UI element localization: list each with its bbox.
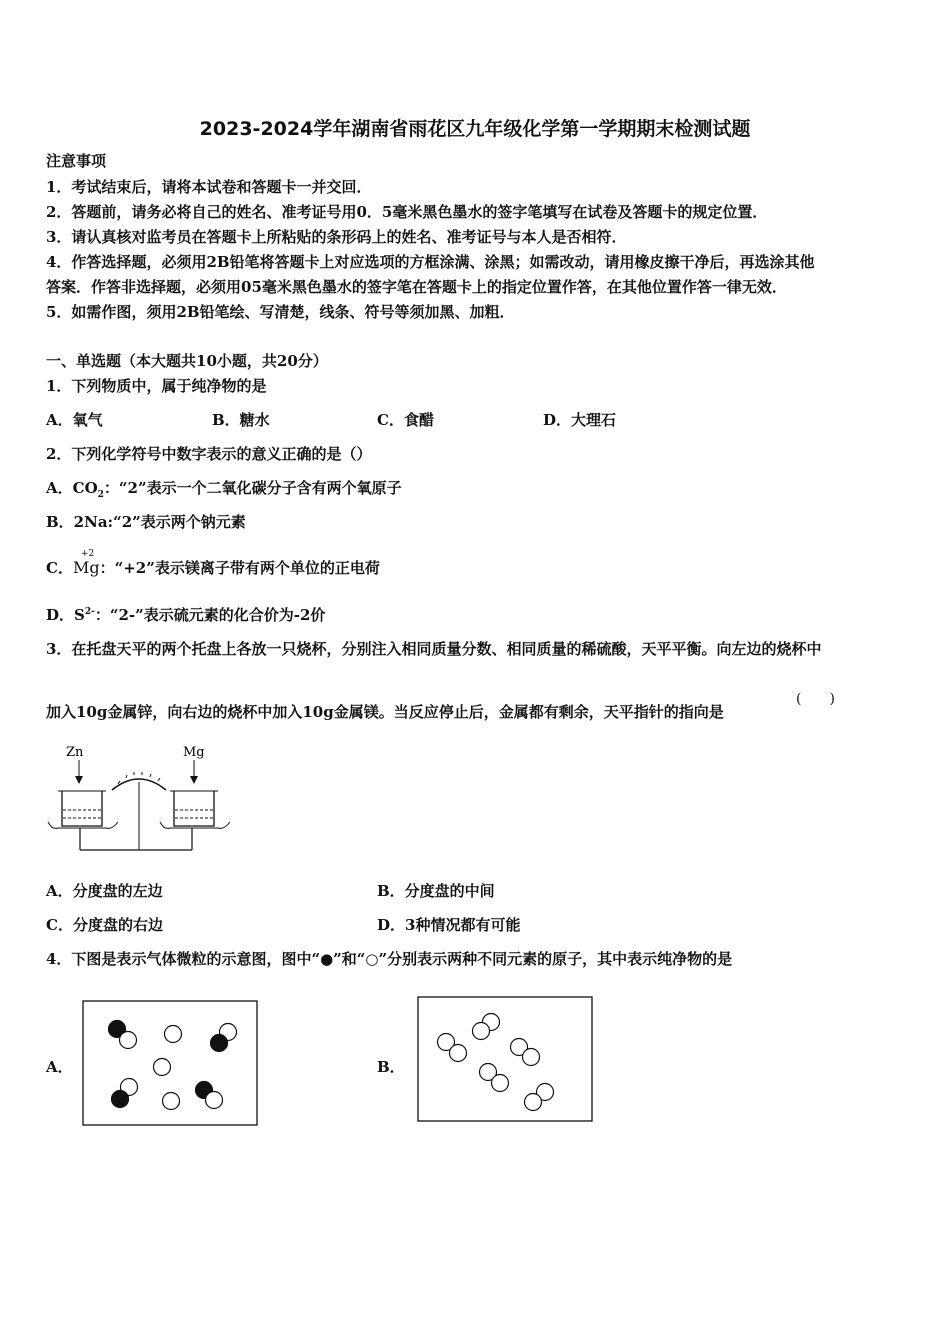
q1-option-a: A．氧气 xyxy=(46,411,103,429)
q3-option-b: B．分度盘的中间 xyxy=(377,882,495,900)
q4-figure-b xyxy=(417,996,593,1122)
page-title: 2023-2024学年湖南省雨花区九年级化学第一学期期末检测试题 xyxy=(199,118,751,140)
q3-stem-line1: 3．在托盘天平的两个托盘上各放一只烧杯，分别注入相同质量分数、相同质量的稀硫酸，天平平衡。向左边的烧杯中 xyxy=(46,640,822,658)
mg-label: Mg xyxy=(183,745,205,760)
q1-option-b: B．糖水 xyxy=(212,411,270,429)
q4-figure-a xyxy=(82,1000,258,1126)
balance-figure xyxy=(44,738,234,856)
notice-item-2: 2．答题前，请务必将自己的姓名、准考证号用0．5毫米黑色墨水的签字笔填写在试卷及答题卡的规定位置． xyxy=(46,203,768,221)
q3-option-a: A．分度盘的左边 xyxy=(46,882,163,900)
q4-option-b-label: B． xyxy=(377,1058,405,1076)
notice-heading: 注意事项 xyxy=(46,152,107,170)
notice-item-1: 1．考试结束后，请将本试卷和答题卡一并交回． xyxy=(46,178,372,196)
zn-label: Zn xyxy=(66,745,84,760)
notice-item-4-cont: 答案．作答非选择题，必须用05毫米黑色墨水的签字笔在答题卡上的指定位置作答，在其他位置作答一律无效． xyxy=(46,278,787,296)
q3-answer-paren: ( ) xyxy=(796,691,835,707)
section-heading: 一、单选题（本大题共10小题，共20分） xyxy=(46,352,328,370)
notice-item-5: 5．如需作图，须用2B铅笔绘、写清楚，线条、符号等须加黑、加粗． xyxy=(46,303,515,321)
q2-stem: 2．下列化学符号中数字表示的意义正确的是（） xyxy=(46,445,372,463)
q3-option-c: C．分度盘的右边 xyxy=(46,916,163,934)
q4-option-a-label: A． xyxy=(46,1058,73,1076)
notice-item-4: 4．作答选择题，必须用2B铅笔将答题卡上对应选项的方框涂满、涂黑；如需改动，请用橡皮擦干净后，再选涂其他 xyxy=(46,253,815,271)
q2-option-a: A．$CO_2$：“2”表示一个二氧化碳分子含有两个氧原子 xyxy=(46,479,402,500)
q3-option-d: D．3种情况都有可能 xyxy=(377,916,521,934)
q2-option-b: B．2Na:“2”表示两个钠元素 xyxy=(46,513,246,531)
q4-stem: 4．下图是表示气体微粒的示意图，图中“●”和“○”分别表示两种不同元素的原子，其中表示纯净物的是 xyxy=(46,950,733,968)
q1-option-c: C．食醋 xyxy=(377,411,434,429)
notice-item-3: 3．请认真核对监考员在答题卡上所粘贴的条形码上的姓名、准考证号与本人是否相符． xyxy=(46,228,627,246)
q1-option-d: D．大理石 xyxy=(543,411,617,429)
q2-option-c: C． +2 Mg：“+2”表示镁离子带有两个单位的正电荷 xyxy=(46,549,380,577)
q2-option-d: D．$S^{2-}$：“2-”表示硫元素的化合价为-2价 xyxy=(46,606,326,624)
mg-oxidation-symbol: +2 Mg xyxy=(72,549,100,577)
q3-stem-line2: 加入10g金属锌，向右边的烧杯中加入10g金属镁。当反应停止后，金属都有剩余，天平指针的指向是 xyxy=(46,703,724,721)
q1-stem: 1．下列物质中，属于纯净物的是 xyxy=(46,377,267,395)
